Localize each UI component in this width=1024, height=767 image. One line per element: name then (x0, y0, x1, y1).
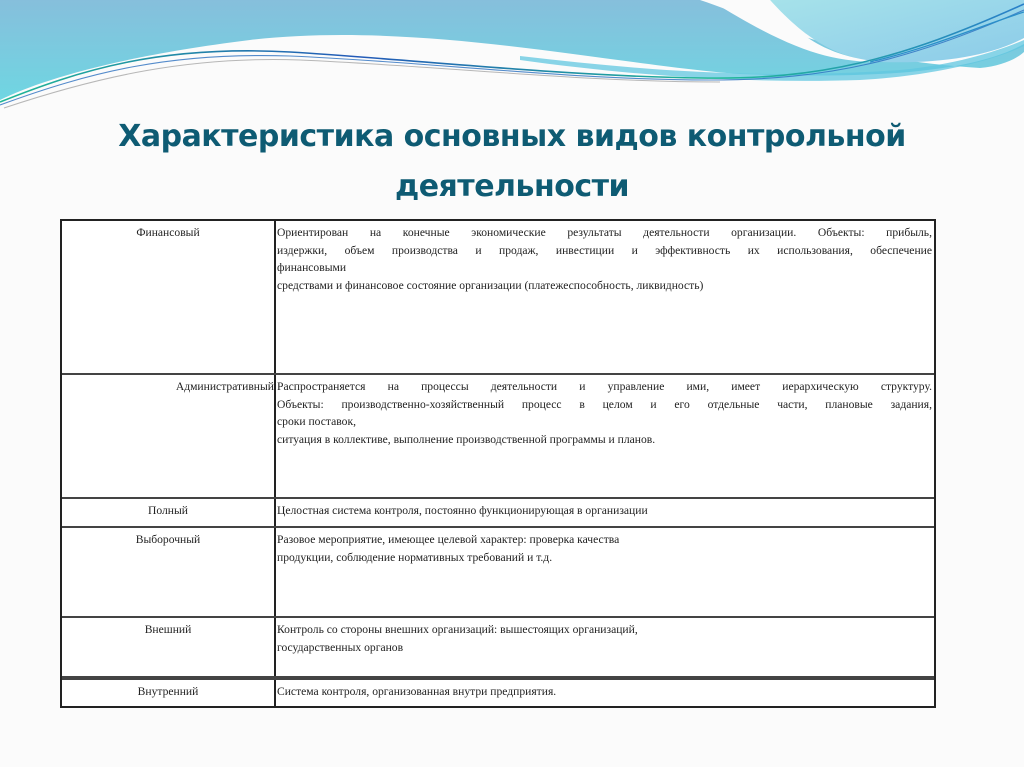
description-line: издержки, объем производства и продаж, инвестиции и эффективность их использования, обеспечение (277, 243, 932, 257)
description-line: государственных органов (277, 640, 404, 654)
type-label: Финансовый (136, 226, 200, 239)
table-cell-description (276, 499, 934, 526)
description-line: Целостная система контроля, постоянно функционирующая в организации (277, 504, 648, 517)
description-line: Разовое мероприятие, имеющее целевой характер: проверка качества (277, 533, 620, 546)
table-row-financial (62, 221, 934, 375)
table-cell-type (62, 221, 276, 373)
type-label: Полный (147, 504, 188, 517)
type-label: Внешний (144, 623, 192, 636)
description-line: сроки поставок, (277, 415, 356, 428)
table-row-selective (62, 528, 934, 618)
description-line: финансовыми (277, 261, 347, 274)
table-cell-description (276, 375, 934, 497)
description-line: продукции, соблюдение нормативных требований и т.д. (277, 550, 553, 564)
table-cell-type (62, 618, 276, 676)
description-line: ситуация в коллективе, выполнение производственной программы и планов. (277, 432, 656, 446)
description-line: средствами и финансовое состояние организации (платежеспособность, ликвидность) (277, 278, 704, 292)
table-row-administrative (62, 375, 934, 499)
type-label: Выборочный (135, 533, 201, 546)
table-row-internal (62, 678, 934, 706)
table-cell-type (62, 680, 276, 706)
table-cell-type (62, 499, 276, 526)
type-label: Административный (175, 380, 274, 393)
description-line: Система контроля, организованная внутри предприятия. (277, 685, 557, 698)
type-label: Внутренний (137, 685, 199, 698)
table-cell-description (276, 680, 934, 706)
control-types-table (60, 219, 936, 708)
table-cell-type (62, 375, 276, 497)
table-cell-description (276, 618, 934, 676)
description-line: Ориентирован на конечные экономические результаты деятельности организации. Объекты: прибыль, (277, 226, 932, 239)
table-row-external (62, 618, 934, 678)
table-row-full (62, 499, 934, 528)
description-line: Объекты: производственно-хозяйственный процесс в целом и его отдельные части, плановые задания, (277, 397, 932, 411)
page-title-line-2: деятельности (394, 169, 630, 204)
page-title-line-1: Характеристика основных видов контрольной (118, 119, 906, 154)
page-title (60, 112, 964, 212)
table-cell-description (276, 528, 934, 616)
description-line: Распространяется на процессы деятельности и управление ими, имеет иерархическую структуру. (277, 380, 932, 393)
description-line: Контроль со стороны внешних организаций: вышестоящих организаций, (277, 623, 638, 636)
decorative-wave-header (0, 0, 1024, 120)
table-cell-type (62, 528, 276, 616)
table-cell-description (276, 221, 934, 373)
